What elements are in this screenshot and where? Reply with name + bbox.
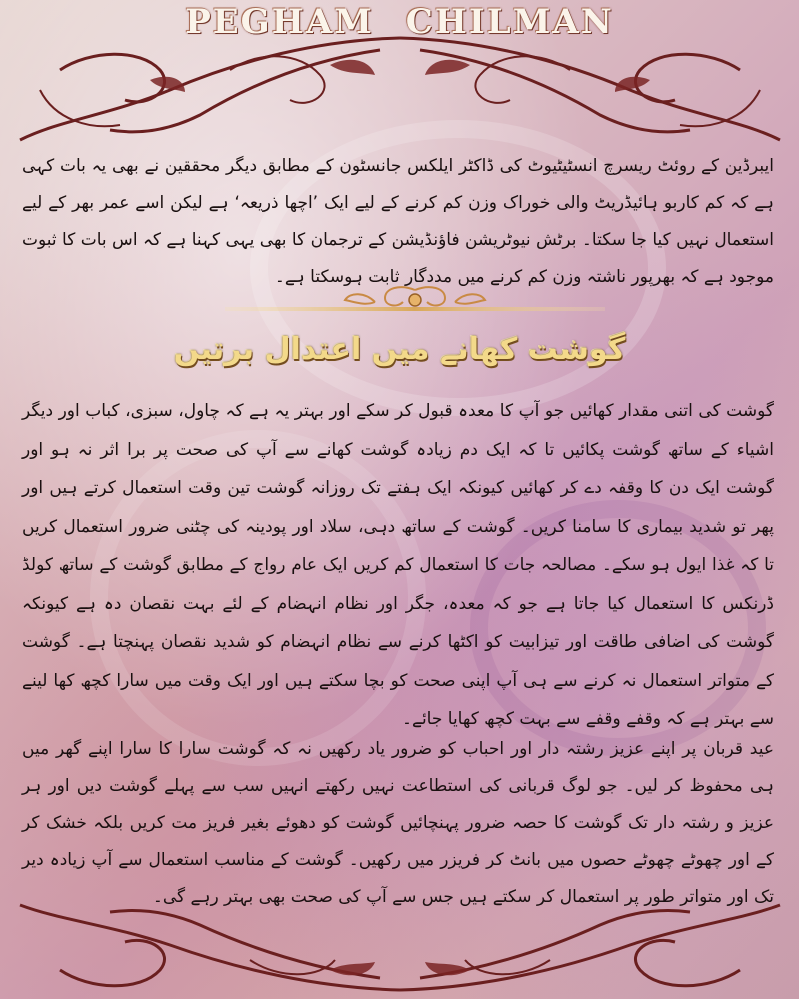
page-title: PEGHAM CHILMAN <box>185 2 614 42</box>
paragraph-eid-distribution: عید قربان پر اپنے عزیز رشتہ دار اور احباب کو ضرور یاد رکھیں نہ کہ گوشت سارا کا سارا اپنے گھر میں ہی محفوظ کر لیں۔ جو لوگ قربانی کی استطاعت نہیں رکھتے انہیں سب سے پہلے گوشت دیں اور ہر عزیز و رشتہ دار تک گوشت کا حصہ ضرور پہنچائیں گوشت کو دھوئے بغیر فریز مت کریں بلکہ خشک کر کے اور چھوٹے چھوٹے حصوں میں بانٹ کر فریزر میں رکھیں۔ گوشت کے مناسب استعمال سے آپ زیادہ دیر تک اور متواتر طور پر استعمال کر سکتے ہیں جس سے آپ کی صحت بھی بہتر رہے گی۔ <box>22 739 774 907</box>
paragraph-meat-moderation: گوشت کی اتنی مقدار کھائیں جو آپ کا معدہ قبول کر سکے اور بہتر یہ ہے کہ چاول، سبزی، کباب اور دیگر اشیاء کے ساتھ گوشت پکائیں تا کہ ایک دم زیادہ گوشت کھانے سے آپ کی صحت پر برا اثر نہ ہو اور گوشت ایک دن کا وقفہ دے کر کھائیں کیونکہ ایک ہفتے تک روزانہ گوشت تین وقت استعمال کرتے ہیں اور پھر تو شدید بیماری کا سامنا کریں۔ گوشت کے ساتھ دہی، سلاد اور پودینہ کی چٹنی ضرور استعمال کریں تا کہ غذا ایول ہو سکے۔ مصالحہ جات کا استعمال کم کریں ایک عام رواج کے مطابق گوشت کے ساتھ کولڈ ڈرنکس کا استعمال کیا جاتا ہے جو کہ معدہ، جگر اور نظام انہضام کے لئے بہت نقصان دہ ہے کیونکہ گوشت کی اضافی طاقت اور تیزابیت کو اکٹھا کرنے سے نظام انہضام کو شدید نقصان پہنچتا ہے۔ گوشت کے متواتر استعمال نہ کرنے سے ہی آپ اپنی صحت کو بچا سکتے ہیں اور ایک وقت میں سارا کچھ کھا لینے سے بہتر ہے کہ وقفے وقفے سے بہت کچھ کھایا جائے۔ <box>22 401 774 729</box>
top-swirl-ornament-icon <box>0 30 799 150</box>
paragraph-intro: ایبرڈین کے روئٹ ریسرچ انسٹیٹیوٹ کی ڈاکٹر ایلکس جانسٹون کے مطابق دیگر محققین نے بھی یہ بات کہی ہے کہ کم کاربو ہائیڈریٹ والی خوراک وزن کم کرنے کے لیے ایک ’اچھا ذریعہ‘ ہے لیکن اسے عمر بھر کے لیے استعمال نہیں کیا جا سکتا۔ برٹش نیوٹریشن فاؤنڈیشن کے ترجمان کا بھی یہی کہنا ہے کہ اس بات کا ثبوت موجود ہے کہ بھرپور ناشتہ وزن کم کرنے میں مددگار ثابت ہوسکتا ہے۔ <box>22 156 774 287</box>
section-heading: گوشت کھانے میں اعتدال برتیں <box>173 332 626 367</box>
floral-divider-icon <box>225 280 605 320</box>
bottom-swirl-ornament-icon <box>0 900 799 999</box>
